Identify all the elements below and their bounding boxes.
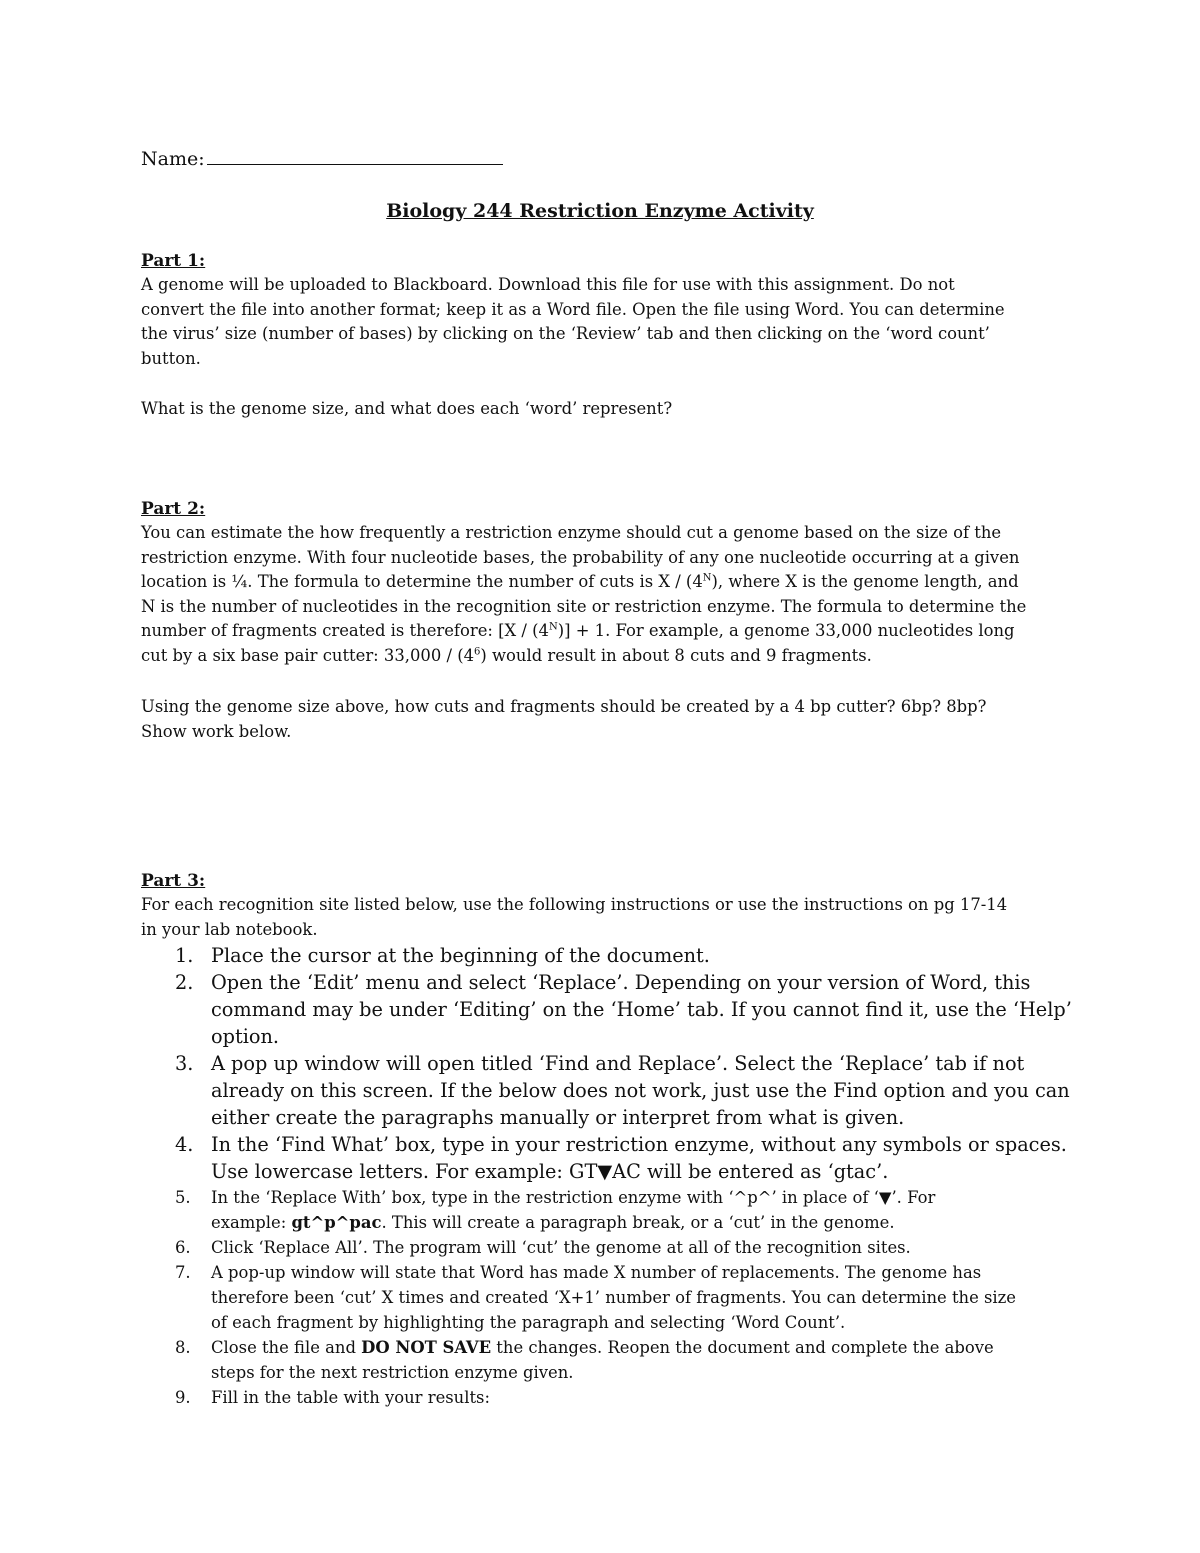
part3-intro-line: For each recognition site listed below, use the following instructions or use the instructions on pg 17-14: [141, 895, 1008, 914]
list-item-text: Place the cursor at the beginning of the document.: [211, 944, 710, 967]
list-number: 8.: [175, 1338, 191, 1357]
part1-question-text: What is the genome size, and what does each ‘word’ represent?: [141, 399, 673, 418]
list-number: 9.: [175, 1388, 191, 1407]
part2-line: N is the number of nucleotides in the recognition site or restriction enzyme. The formula to determine the: [141, 596, 1027, 616]
part2-question: [141, 695, 1061, 744]
list-item: [141, 1050, 1071, 1131]
list-item-text: Close the file and: [211, 1338, 362, 1357]
list-item-text: In the ‘Find What’ box, type in your restriction enzyme, without any symbols or spaces.: [211, 1133, 1067, 1156]
list-number: 1.: [175, 944, 194, 967]
list-item-text: [211, 1335, 1071, 1360]
list-item-text: command may be under ‘Editing’ on the ‘Home’ tab. If you cannot find it, use the ‘Help’: [211, 998, 1072, 1021]
list-item-text: option.: [211, 1025, 280, 1048]
part1-line: A genome will be uploaded to Blackboard. Download this file for use with this assignment. Do not: [141, 275, 955, 294]
part2-text: number of fragments created is therefore: [X / (4: [141, 621, 549, 640]
superscript: 6: [474, 646, 481, 658]
list-number: 6.: [175, 1238, 191, 1257]
list-number: 7.: [175, 1263, 191, 1282]
list-item-text: example:: [211, 1213, 292, 1232]
list-item: [141, 1335, 1071, 1385]
list-number: 3.: [175, 1052, 194, 1075]
part1-heading: Part 1:: [141, 251, 206, 271]
part1-paragraph: [141, 273, 1061, 371]
part2-text: ) would result in about 8 cuts and 9 fragments.: [480, 645, 872, 665]
part2-heading: Part 2:: [141, 499, 206, 519]
superscript: N: [548, 621, 558, 633]
list-item-text: already on this screen. If the below does not work, just use the Find option and you can: [211, 1079, 1070, 1102]
list-item-text: either create the paragraphs manually or interpret from what is given.: [211, 1106, 905, 1129]
list-number: 2.: [175, 971, 194, 994]
list-item: [141, 1260, 1071, 1335]
list-item-text: the changes. Reopen the document and complete the above: [491, 1338, 994, 1357]
part2-question-line: Show work below.: [141, 721, 292, 741]
example-code: gt^p^pac: [291, 1213, 382, 1232]
list-item-text: of each fragment by highlighting the paragraph and selecting ‘Word Count’.: [211, 1313, 846, 1332]
part1-line: the virus’ size (number of bases) by clicking on the ‘Review’ tab and then clicking on the ‘word count’: [141, 324, 990, 343]
list-item-text: . This will create a paragraph break, or a ‘cut’ in the genome.: [381, 1213, 895, 1232]
list-item-text: Use lowercase letters. For example: GT▼AC will be entered as ‘gtac’.: [211, 1160, 889, 1183]
name-blank-line: [207, 144, 503, 165]
part2-text: location is ¼. The formula to determine the number of cuts is X / (4: [141, 572, 703, 591]
list-item-text: A pop-up window will state that Word has made X number of replacements. The genome has: [211, 1263, 982, 1282]
list-number: 4.: [175, 1133, 194, 1156]
list-item: [141, 1131, 1071, 1185]
superscript: N: [702, 572, 712, 584]
list-item: [141, 969, 1071, 1050]
document-title: Biology 244 Restriction Enzyme Activity: [386, 200, 814, 222]
list-item: [141, 1235, 1071, 1260]
part2-text: ), where X is the genome length, and: [711, 572, 1019, 591]
part3-heading: Part 3:: [141, 871, 206, 891]
part2-text: cut by a six base pair cutter: 33,000 / (4: [141, 645, 475, 665]
list-item-text: Open the ‘Edit’ menu and select ‘Replace’. Depending on your version of Word, this: [211, 971, 1031, 994]
part3-intro: [141, 893, 1061, 942]
part3-intro-line: in your lab notebook.: [141, 919, 318, 939]
emphasis-text: DO NOT SAVE: [361, 1338, 492, 1357]
list-item: [141, 942, 1071, 969]
part1-line: convert the file into another format; keep it as a Word file. Open the file using Word. You can determine: [141, 299, 1005, 319]
part2-line: [141, 644, 1061, 669]
part2-line: [141, 619, 1061, 644]
instructions-list: [141, 942, 1071, 1410]
list-item-text: In the ‘Replace With’ box, type in the restriction enzyme with ‘^p^’ in place of ‘▼’. For: [211, 1188, 936, 1207]
part1-line: button.: [141, 348, 201, 368]
part2-line: You can estimate the how frequently a restriction enzyme should cut a genome based on the size of the: [141, 523, 1002, 542]
name-field: [141, 144, 503, 171]
list-item: [141, 1385, 1071, 1410]
part2-text: )] + 1. For example, a genome 33,000 nucleotides long: [557, 621, 1015, 640]
part2-question-line: Using the genome size above, how cuts and fragments should be created by a 4 bp cutter? 6bp? 8bp?: [141, 697, 987, 716]
list-item-text: Click ‘Replace All’. The program will ‘cut’ the genome at all of the recognition sites.: [211, 1238, 911, 1257]
list-item-text: steps for the next restriction enzyme given.: [211, 1363, 574, 1382]
part2-line: [141, 570, 1061, 595]
part1-question: [141, 397, 1061, 422]
list-item-text: [211, 1210, 1071, 1235]
list-item: [141, 1185, 1071, 1235]
list-item-text: therefore been ‘cut’ X times and created ‘X+1’ number of fragments. You can determine the size: [211, 1288, 1016, 1307]
list-item-text: A pop up window will open titled ‘Find and Replace’. Select the ‘Replace’ tab if not: [211, 1052, 1025, 1075]
part2-paragraph: [141, 521, 1061, 668]
part2-line: restriction enzyme. With four nucleotide bases, the probability of any one nucleotide occurring at a given: [141, 547, 1020, 567]
list-number: 5.: [175, 1188, 191, 1207]
name-label: Name:: [141, 148, 205, 170]
list-item-text: Fill in the table with your results:: [211, 1388, 490, 1407]
